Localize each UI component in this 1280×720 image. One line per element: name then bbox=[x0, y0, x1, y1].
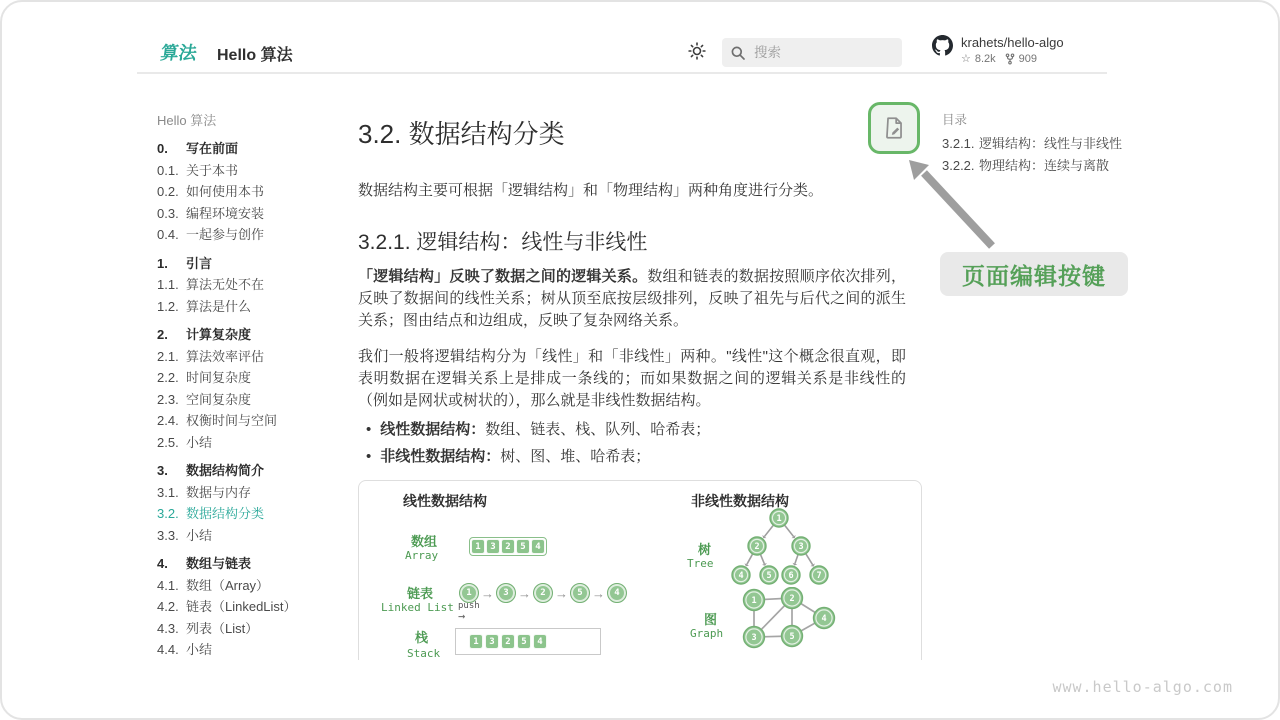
section-heading: 3.2.1. 逻辑结构：线性与非线性 bbox=[358, 231, 648, 254]
list-arrow-icon: → bbox=[518, 585, 531, 601]
list-node: 2 bbox=[533, 583, 553, 603]
header-divider bbox=[137, 72, 1107, 74]
sidebar-item[interactable]: 2.5. 小结 bbox=[157, 434, 213, 450]
array-cell: 3 bbox=[485, 634, 499, 649]
sidebar-item[interactable]: 2.3. 空间复杂度 bbox=[157, 391, 252, 407]
fork-icon bbox=[1005, 53, 1015, 65]
sidebar-item-active[interactable]: 3.2. 数据结构分类 bbox=[157, 506, 265, 521]
sidebar-item[interactable]: 2.2. 时间复杂度 bbox=[157, 370, 252, 385]
list-node: 4 bbox=[607, 583, 627, 603]
header bbox=[137, 32, 1107, 72]
graph-label-cn: 图 bbox=[704, 612, 718, 627]
list-node: 3 bbox=[496, 583, 516, 603]
list-arrow-icon: → bbox=[481, 585, 494, 601]
sidebar-item[interactable]: 4.2. 链表（LinkedList） bbox=[157, 599, 297, 614]
svg-text:5: 5 bbox=[766, 571, 772, 581]
svg-text:7: 7 bbox=[816, 571, 822, 581]
search-box[interactable] bbox=[722, 38, 902, 67]
bullet-list bbox=[358, 416, 710, 470]
site-logo-icon[interactable] bbox=[157, 37, 205, 72]
bullet-item: • 非线性数据结构：树、图、堆、哈希表； bbox=[366, 448, 651, 465]
tree-label-cn: 树 bbox=[698, 542, 712, 557]
github-icon bbox=[932, 35, 953, 56]
svg-text:2: 2 bbox=[754, 542, 760, 552]
svg-text:6: 6 bbox=[788, 571, 794, 581]
sidebar-item[interactable]: 2.1. 算法效率评估 bbox=[157, 348, 265, 364]
sidebar-group-title[interactable]: 2. 计算复杂度 bbox=[157, 327, 252, 342]
array-cell: 4 bbox=[533, 634, 547, 649]
svg-text:2: 2 bbox=[789, 594, 795, 604]
tree-label-en: Tree bbox=[687, 557, 714, 570]
sidebar-group-title[interactable]: 1. 引言 bbox=[157, 255, 213, 271]
sidebar-item[interactable]: 0.4. 一起参与创作 bbox=[157, 227, 265, 242]
figure-left-title: 线性数据结构 bbox=[403, 493, 487, 509]
svg-text:1: 1 bbox=[776, 514, 782, 524]
sidebar-group-title[interactable]: 3. 数据结构简介 bbox=[157, 463, 265, 478]
page-title: 3.2. 数据结构分类 bbox=[358, 119, 565, 149]
sidebar-group-title[interactable]: 0. 写在前面 bbox=[157, 141, 239, 156]
site-title[interactable]: Hello 算法 bbox=[217, 47, 293, 64]
array-cell: 1 bbox=[469, 634, 483, 649]
array-cell: 4 bbox=[531, 539, 545, 554]
figure-right-title: 非线性数据结构 bbox=[691, 493, 789, 509]
github-repo-link[interactable] bbox=[932, 35, 1064, 67]
sidebar-item[interactable]: 1.2. 算法是什么 bbox=[157, 298, 252, 314]
content-viewport bbox=[2, 2, 1280, 660]
logo-glyph: 算法 bbox=[159, 43, 199, 64]
svg-text:3: 3 bbox=[751, 633, 757, 643]
github-repo-name: krahets/hello-algo bbox=[961, 35, 1064, 50]
svg-text:4: 4 bbox=[821, 614, 827, 624]
linked-list-diagram bbox=[459, 583, 627, 603]
search-icon bbox=[730, 45, 746, 61]
star-icon: ☆ bbox=[961, 53, 971, 65]
svg-text:1: 1 bbox=[751, 596, 757, 606]
stack-diagram bbox=[455, 628, 601, 655]
bullet-item: • 线性数据结构：数组、链表、栈、队列、哈希表； bbox=[366, 421, 711, 438]
stack-push-label: push → bbox=[458, 601, 480, 623]
sidebar-item[interactable]: 2.4. 权衡时间与空间 bbox=[157, 413, 278, 428]
fork-count: 909 bbox=[1018, 53, 1038, 65]
array-diagram bbox=[469, 537, 547, 556]
list-label-cn: 链表 bbox=[407, 586, 434, 601]
sidebar-item[interactable]: 1.1. 算法无处不在 bbox=[157, 277, 265, 292]
sidebar-item[interactable]: 0.1. 关于本书 bbox=[157, 162, 239, 178]
file-edit-icon bbox=[881, 115, 907, 141]
intro-paragraph: 数据结构主要可根据「逻辑结构」和「物理结构」两种角度进行分类。 bbox=[358, 182, 824, 199]
sidebar-site-title: Hello 算法 bbox=[157, 113, 217, 128]
array-cell: 2 bbox=[501, 539, 515, 554]
stack-label-cn: 栈 bbox=[415, 630, 429, 645]
array-cell: 3 bbox=[486, 539, 500, 554]
sidebar-item[interactable]: 0.3. 编程环境安装 bbox=[157, 205, 265, 221]
search-input[interactable] bbox=[754, 45, 884, 60]
sidebar-item[interactable]: 4.3. 列表（List） bbox=[157, 620, 259, 636]
stack-label-en: Stack bbox=[407, 647, 441, 660]
tree-diagram bbox=[727, 507, 831, 589]
data-structure-figure bbox=[358, 480, 922, 660]
sidebar-item[interactable]: 4.1. 数组（Array） bbox=[157, 577, 270, 593]
list-label-en: Linked List bbox=[381, 601, 454, 614]
annotation-arrow bbox=[897, 154, 1007, 254]
graph-diagram bbox=[737, 587, 837, 651]
sidebar-item[interactable]: 3.1. 数据与内存 bbox=[157, 484, 252, 500]
list-node: 1 bbox=[459, 583, 479, 603]
github-repo-stats bbox=[961, 51, 1064, 67]
array-label-en: Array bbox=[405, 549, 439, 562]
toc-item[interactable]: 3.2.2. 物理结构：连续与离散 bbox=[942, 158, 1110, 173]
watermark: www.hello-algo.com bbox=[1052, 678, 1233, 696]
page-edit-button[interactable] bbox=[868, 102, 920, 154]
toc-title: 目录 bbox=[942, 113, 968, 127]
annotation-label: 页面编辑按键 bbox=[940, 252, 1128, 296]
svg-text:5: 5 bbox=[789, 632, 795, 642]
toc-item[interactable]: 3.2.1. 逻辑结构：线性与非线性 bbox=[942, 136, 1123, 151]
graph-label-en: Graph bbox=[690, 627, 724, 640]
array-cell: 1 bbox=[471, 539, 485, 554]
list-arrow-icon: → bbox=[555, 585, 568, 601]
sidebar-item[interactable]: 0.2. 如何使用本书 bbox=[157, 184, 265, 199]
sidebar-item[interactable]: 3.3. 小结 bbox=[157, 527, 213, 543]
sidebar-group-title[interactable]: 4. 数组与链表 bbox=[157, 556, 252, 571]
theme-toggle-sun-icon[interactable] bbox=[687, 41, 709, 63]
list-arrow-icon: → bbox=[592, 585, 605, 601]
svg-text:3: 3 bbox=[798, 542, 804, 552]
array-cell: 5 bbox=[516, 539, 530, 554]
sidebar-nav bbox=[157, 110, 347, 660]
sidebar-item[interactable]: 4.4. 小结 bbox=[157, 642, 213, 657]
paragraph-logic-structure: 「逻辑结构」反映了数据之间的逻辑关系。数组和链表的数据按照顺序依次排列，反映了数据间的线性关系；树从顶至底按层级排列，反映了祖先与后代之间的派生关系；图由结点和边组成，反映了复杂网络关系。 bbox=[358, 268, 906, 329]
array-cell: 5 bbox=[517, 634, 531, 649]
array-label-cn: 数组 bbox=[411, 534, 438, 549]
paragraph-linear-nonlinear: 我们一般将逻辑结构分为「线性」和「非线性」两种。"线性"这个概念很直观，即表明数据在逻辑关系上是排成一条线的；而如果数据之间的逻辑关系是非线性的（例如是网状或树状的），那么就是非线性数据结构。 bbox=[358, 348, 906, 409]
list-node: 5 bbox=[570, 583, 590, 603]
svg-text:4: 4 bbox=[738, 571, 744, 581]
array-cell: 2 bbox=[501, 634, 515, 649]
star-count: 8.2k bbox=[974, 53, 996, 65]
